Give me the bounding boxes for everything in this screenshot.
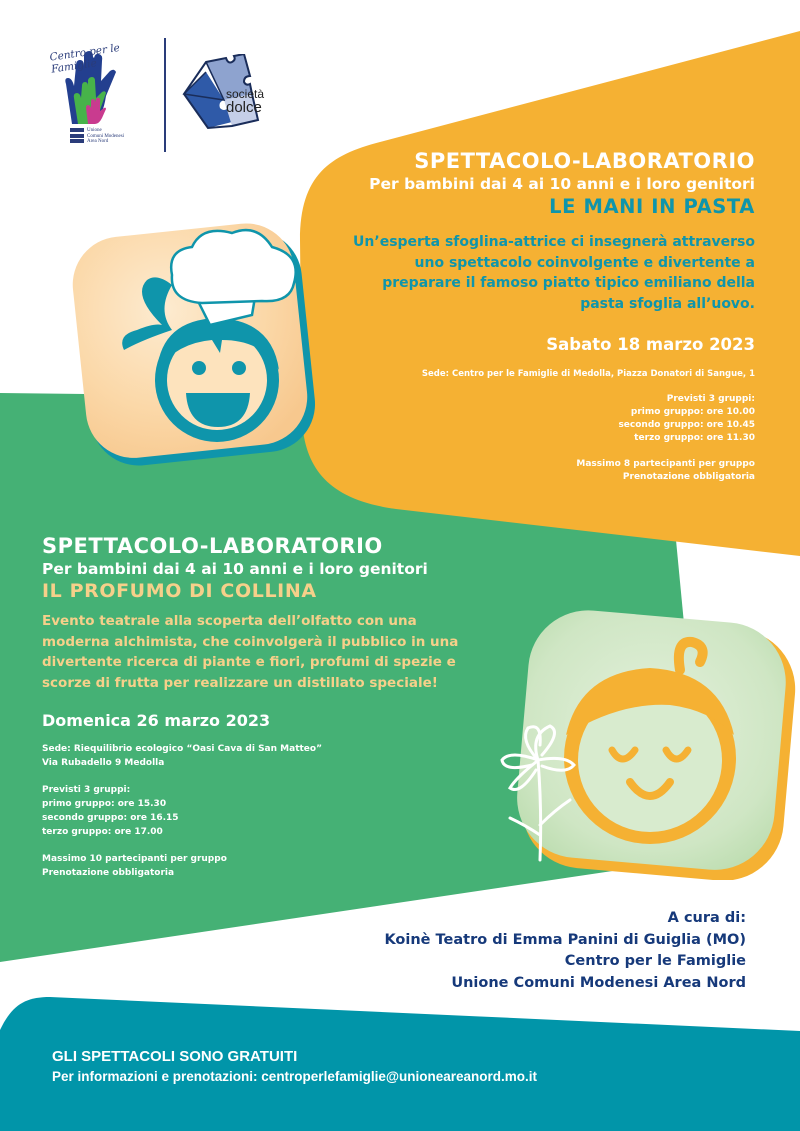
centro-per-le-famiglie-logo	[48, 36, 158, 154]
eye-icon	[192, 361, 206, 375]
event2-venue: Sede: Riequilibrio ecologico “Oasi Cava di San Matteo” Via Rubadello 9 Medolla	[42, 744, 322, 768]
credits-line: Unione Comuni Modenesi Area Nord	[451, 974, 746, 991]
event1-groups: Previsti 3 gruppi: primo gruppo: ore 10.00 secondo gruppo: ore 10.45 terzo gruppo: ore 11.30	[618, 394, 755, 443]
eye-icon	[232, 361, 246, 375]
event2-audience: Per bambini dai 4 ai 10 anni e i loro genitori	[42, 560, 428, 578]
unione-comuni-caption: Unione Comuni Modenesi Area Nord	[70, 128, 124, 145]
event1-title: LE MANI IN PASTA	[549, 195, 755, 218]
event1-date: Sabato 18 marzo 2023	[546, 335, 755, 354]
societa-dolce-logo-text: società dolce	[226, 87, 265, 116]
event1-venue: Sede: Centro per le Famiglie di Medolla, Piazza Donatori di Sangue, 1	[421, 369, 755, 379]
free-shows-notice: GLI SPETTACOLI SONO GRATUITI	[52, 1048, 298, 1065]
contact-label: Per informazioni e prenotazioni:	[52, 1069, 258, 1084]
contact-email-link[interactable]: centroperlefamiglie@unioneareanord.mo.it	[261, 1069, 538, 1084]
credits-label: A cura di:	[667, 910, 746, 926]
event1-limits: Massimo 8 partecipanti per gruppo Prenotazione obbligatoria	[576, 459, 755, 482]
logos-header	[48, 36, 298, 156]
logo-divider	[164, 38, 166, 152]
event1-audience: Per bambini dai 4 ai 10 anni e i loro genitori	[369, 175, 755, 193]
event1-kicker: SPETTACOLO-LABORATORIO	[414, 149, 755, 173]
event2-title: IL PROFUMO DI COLLINA	[42, 580, 317, 602]
event2-groups: Previsti 3 gruppi: primo gruppo: ore 15.30 secondo gruppo: ore 16.15 terzo gruppo: ore 17.00	[42, 785, 179, 837]
event2-description: Evento teatrale alla scoperta dell’olfatto con una moderna alchimista, che coinvolgerà il pubblico in una divertente ricerca di piante e fiori, profumi di spezie e scorze di frutta per realizzare un distillato speciale!	[42, 613, 459, 691]
event1-description: Un’esperta sfoglina-attrice ci insegnerà attraverso uno spettacolo coinvolgente e divertente a preparare il famoso piatto tipico emiliano della pasta sfoglia all’uovo.	[353, 234, 755, 312]
credits-line: Koinè Teatro di Emma Panini di Guiglia (MO)	[384, 931, 746, 948]
event-le-mani-in-pasta	[295, 148, 755, 484]
footer	[52, 1047, 537, 1086]
credits-line: Centro per le Famiglie	[564, 953, 746, 969]
contact-info	[52, 1067, 537, 1086]
centro-per-le-famiglie-script: Centro per le Famiglie	[48, 41, 121, 76]
event-il-profumo-di-collina	[42, 533, 522, 880]
event2-date: Domenica 26 marzo 2023	[42, 711, 271, 730]
event2-limits: Massimo 10 partecipanti per gruppo Prenotazione obbligatoria	[42, 854, 227, 878]
chef-girl-illustration	[62, 215, 332, 485]
event2-kicker: SPETTACOLO-LABORATORIO	[42, 534, 383, 558]
credits-block	[384, 908, 746, 994]
